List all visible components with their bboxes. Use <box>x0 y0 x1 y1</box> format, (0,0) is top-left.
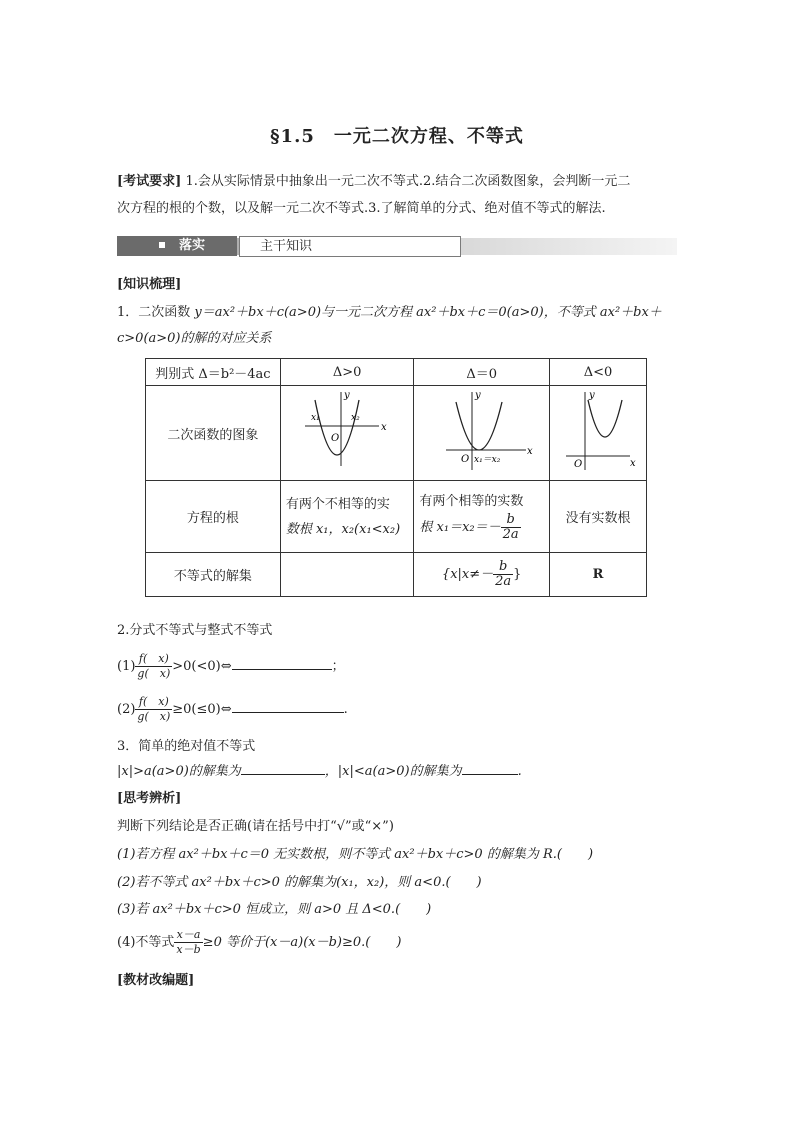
fraction-b-2a <box>501 513 521 542</box>
roots-gt-line-2: 数根 x₁，x₂(x₁<x₂) <box>285 521 401 537</box>
banner-left-label: 落实 <box>179 238 206 253</box>
judge-intro: 判断下列结论是否正确(请在括号中打“√”或“×”) <box>117 819 394 834</box>
solution-eq-pre: {x|x≠－ <box>441 567 494 582</box>
header-discriminant: 判别式 Δ＝b²－4ac <box>146 359 281 386</box>
cell-roots-gt <box>280 481 414 553</box>
fraction-x-a-over-x-b <box>174 928 202 957</box>
cell-roots-lt: 没有实数根 <box>549 481 646 553</box>
parabola-curve <box>315 400 359 455</box>
fraction-denominator: 2a <box>495 574 512 589</box>
fraction-numerator: b <box>493 560 513 575</box>
answer-blank-1[interactable] <box>232 657 332 670</box>
part1-relation: >0(<0)⇔ <box>172 659 232 674</box>
section-banner <box>117 236 677 258</box>
part1-no: (1) <box>117 659 136 674</box>
parabola-no-root <box>550 386 646 476</box>
roots-eq-text: 根 x₁＝x₂＝－ <box>419 520 501 535</box>
item3-line <box>117 762 682 782</box>
section-textbook: [教材改编题] <box>117 973 195 988</box>
item2-part-2 <box>117 695 682 724</box>
item3-end: . <box>517 764 522 779</box>
table-row-roots <box>146 481 647 553</box>
correspondence-table <box>145 358 647 597</box>
answer-blank-3[interactable] <box>241 762 325 775</box>
judge-q2: (2)若不等式 ax²＋bx＋c>0 的解集为(x₁，x₂)，则 a<0.( ) <box>117 875 482 890</box>
part2-end: . <box>343 702 348 717</box>
judge-q3: (3)若 ax²＋bx＋c>0 恒成立，则 a>0 且 Δ<0.( ) <box>117 902 432 917</box>
row-label-graph: 二次函数的图象 <box>146 386 281 481</box>
cell-graph-eq <box>414 386 550 481</box>
page-title: §1.5 一元二次方程、不等式 <box>270 126 524 147</box>
item2-head: 2.分式不等式与整式不等式 <box>117 623 273 638</box>
judge-q4 <box>117 928 682 957</box>
banner-right-label: 主干知识 <box>239 236 461 257</box>
cell-graph-gt <box>280 386 414 481</box>
parabola-curve <box>588 400 622 437</box>
requirements-line-1 <box>117 172 682 192</box>
abs-gt-text: |x|>a(a>0)的解集为 <box>117 764 241 779</box>
fraction-f-over-g <box>135 695 172 724</box>
root2-label: x₂ <box>350 413 360 423</box>
double-root-label: x₁＝x₂ <box>474 455 501 465</box>
parabola-two-roots <box>281 386 409 476</box>
banner-left <box>117 236 237 256</box>
header-delta-eq: Δ＝0 <box>414 359 550 386</box>
parabola-curve <box>456 402 502 450</box>
fraction-numerator: f( x) <box>135 695 172 710</box>
cell-roots-eq <box>414 481 550 553</box>
x-label: x <box>629 458 636 469</box>
requirements-label: [考试要求] <box>117 174 182 189</box>
answer-blank-2[interactable] <box>232 700 344 713</box>
roots-eq-line-2 <box>419 513 549 542</box>
q4-post: ≥0 等价于(x－a)(x－b)≥0.( ) <box>202 935 402 950</box>
square-icon <box>159 242 165 248</box>
item3-head: 3．简单的绝对值不等式 <box>117 739 256 754</box>
abs-lt-text: ，|x|<a(a>0)的解集为 <box>324 764 462 779</box>
roots-gt-line-1: 有两个不相等的实 <box>285 496 390 512</box>
fraction-denominator: 2a <box>502 527 519 542</box>
fraction-f-over-g <box>135 652 172 681</box>
item1-text-1: y＝ax²＋bx＋c(a>0)与一元二次方程 ax²＋bx＋c＝0(a>0)，不等式 ax²＋bx＋ <box>194 305 662 320</box>
cell-solution-gt <box>280 553 414 597</box>
x-label: x <box>380 422 387 433</box>
roots-eq-line-1: 有两个相等的实数 <box>419 494 524 509</box>
fraction-numerator: f( x) <box>135 652 172 667</box>
root1-label: x₁ <box>310 413 320 423</box>
part2-relation: ≥0(≤0)⇔ <box>172 702 232 717</box>
solution-eq-post: } <box>513 567 522 582</box>
cell-solution-lt: R <box>549 553 646 597</box>
fraction-b-2a <box>493 560 513 589</box>
cell-graph-lt <box>549 386 646 481</box>
requirements-text-1: 1.会从实际情景中抽象出一元二次不等式.2.结合二次函数图象，会判断一元二 <box>181 174 631 189</box>
part1-end: ； <box>331 659 345 674</box>
cell-solution-eq <box>414 553 550 597</box>
fraction-numerator: b <box>501 513 521 528</box>
item2-part-1 <box>117 652 682 681</box>
fraction-denominator: x－b <box>176 943 201 956</box>
section-knowledge: [知识梳理] <box>117 277 182 292</box>
origin-label: O <box>573 459 583 470</box>
row-label-solution: 不等式的解集 <box>146 553 281 597</box>
part2-no: (2) <box>117 702 136 717</box>
fraction-denominator: g( x) <box>137 710 171 723</box>
x-label: x <box>527 446 534 457</box>
y-label: y <box>588 390 595 401</box>
y-label: y <box>475 390 482 401</box>
header-delta-lt: Δ<0 <box>549 359 646 386</box>
header-delta-gt: Δ>0 <box>280 359 414 386</box>
item1-line-1 <box>117 303 682 323</box>
table-row-graphs <box>146 386 647 481</box>
item1-line-2: c>0(a>0)的解的对应关系 <box>117 331 272 346</box>
section-think: [思考辨析] <box>117 791 182 806</box>
origin-label: O <box>461 454 470 465</box>
origin-label: O <box>330 433 340 444</box>
item1-no: 1．二次函数 <box>117 305 195 320</box>
requirements-line-2: 次方程的根的个数，以及解一元二次不等式.3.了解简单的分式、绝对值不等式的解法. <box>117 201 606 216</box>
parabola-one-root <box>414 386 544 476</box>
y-label: y <box>343 390 350 401</box>
fraction-numerator: x－a <box>174 928 202 943</box>
table-row-solution <box>146 553 647 597</box>
judge-q1: (1)若方程 ax²＋bx＋c＝0 无实数根，则不等式 ax²＋bx＋c>0 的解集为 R.( ) <box>117 847 594 862</box>
fraction-denominator: g( x) <box>137 667 171 680</box>
table-row-header <box>146 359 647 386</box>
q4-pre: (4)不等式 <box>117 935 175 950</box>
row-label-roots: 方程的根 <box>146 481 281 553</box>
answer-blank-4[interactable] <box>462 762 518 775</box>
